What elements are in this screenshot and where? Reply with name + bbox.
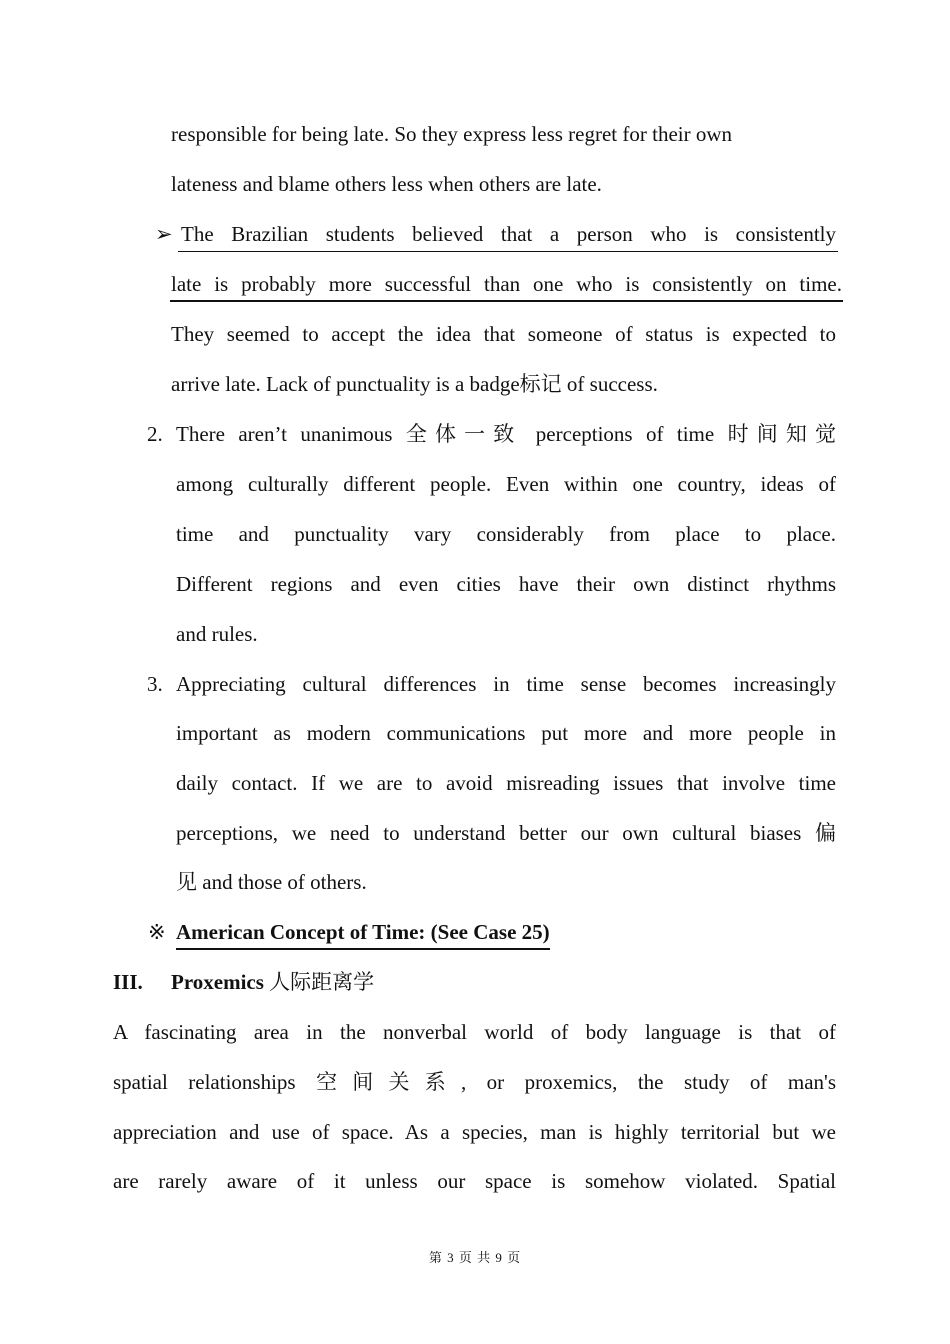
item3-line-1: Appreciating cultural differences in time sense becomes increasingly bbox=[176, 672, 836, 696]
continuation-line-2: lateness and blame others less when others are late. bbox=[171, 172, 602, 196]
bullet-line-1: The Brazilian students believed that a person who is consistently bbox=[181, 222, 836, 246]
bullet-underline-2 bbox=[170, 300, 843, 302]
bullet-line-3: They seemed to accept the idea that someone of status is expected to bbox=[171, 322, 836, 346]
continuation-line-1: responsible for being late. So they express less regret for their own bbox=[171, 122, 733, 146]
bullet-line-4: arrive late. Lack of punctuality is a badge标记 of success. bbox=[171, 372, 658, 396]
section-title: Proxemics bbox=[171, 970, 264, 994]
item3-line-5: 见 and those of others. bbox=[176, 870, 367, 894]
paragraph-line-4: are rarely aware of it unless our space is somehow violated. Spatial bbox=[113, 1169, 836, 1193]
paragraph-line-2: spatial relationships 空间关系, or proxemics, the study of man's bbox=[113, 1070, 836, 1094]
section-numeral: III. bbox=[113, 970, 143, 994]
item3-line-4: perceptions, we need to understand better our own cultural biases 偏 bbox=[176, 821, 836, 845]
paragraph-line-3: appreciation and use of space. As a species, man is highly territorial but we bbox=[113, 1120, 836, 1144]
section-title-cn: 人际距离学 bbox=[269, 970, 375, 994]
section-heading bbox=[171, 968, 374, 996]
item-number-3: 3. bbox=[147, 672, 163, 696]
bullet-underline-1 bbox=[178, 251, 838, 252]
item2-line-4: Different regions and even cities have their own distinct rhythms bbox=[176, 572, 836, 596]
bullet-line-2: late is probably more successful than one who is consistently on time. bbox=[171, 272, 842, 296]
item3-line-2: important as modern communications put more and more people in bbox=[176, 721, 836, 745]
arrow-bullet-icon: ➢ bbox=[155, 222, 173, 246]
reference-mark-icon: ※ bbox=[148, 920, 166, 944]
item-number-2: 2. bbox=[147, 422, 163, 446]
item2-line-3: time and punctuality vary considerably from place to place. bbox=[176, 522, 836, 546]
item2-line-5: and rules. bbox=[176, 622, 258, 646]
paragraph-line-1: A fascinating area in the nonverbal world of body language is that of bbox=[113, 1020, 836, 1044]
note-heading: American Concept of Time: (See Case 25) bbox=[176, 918, 550, 950]
item3-line-3: daily contact. If we are to avoid misreading issues that involve time bbox=[176, 771, 836, 795]
page-footer: 第 3 页 共 9 页 bbox=[428, 1250, 522, 1265]
item2-line-1: There aren’t unanimous 全体一致 perceptions of time 时间知觉 bbox=[176, 422, 836, 446]
item2-line-2: among culturally different people. Even within one country, ideas of bbox=[176, 472, 836, 496]
